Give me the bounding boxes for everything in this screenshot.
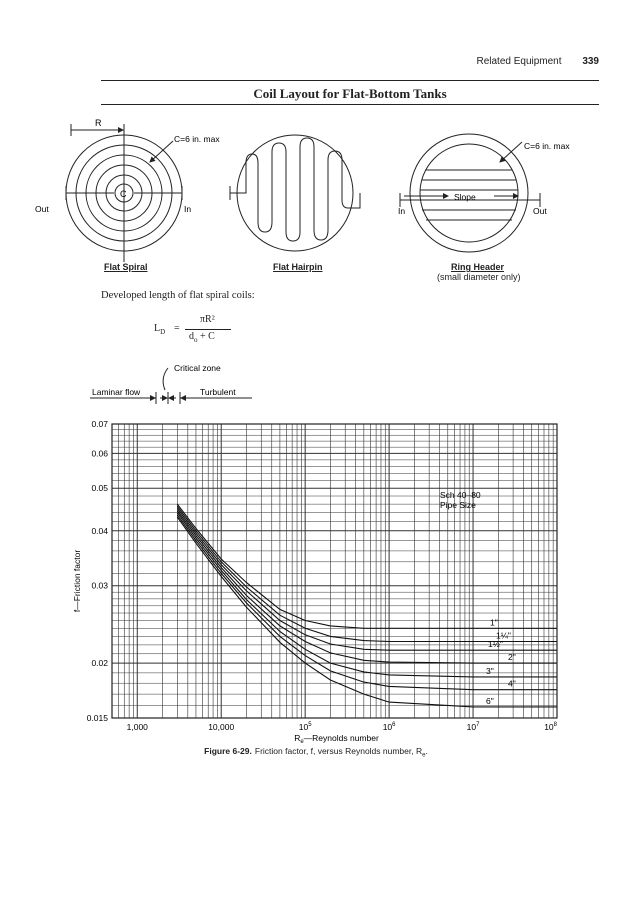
series-label-1: 1¼"	[496, 630, 511, 641]
series-line-0	[177, 504, 557, 628]
y-tick-label: 0.04	[91, 525, 108, 536]
chart-ticks	[87, 419, 558, 732]
slope-label: Slope	[454, 192, 476, 202]
ring-header-name: Ring Header	[451, 262, 505, 272]
critical-zone-label: Critical zone	[174, 363, 221, 373]
series-label-0: 1"	[490, 617, 498, 628]
chart-curves	[177, 504, 557, 707]
flow-zones	[0, 358, 632, 408]
spiral-out-label: Out	[35, 204, 49, 214]
y-tick-label: 0.03	[91, 580, 108, 591]
spiral-in-label: In	[184, 204, 192, 214]
chart-labels	[486, 617, 516, 706]
radius-label: R	[95, 118, 102, 128]
friction-factor-chart	[0, 410, 632, 745]
formula-lhs: $L_D$	[154, 323, 166, 336]
x-tick-label: $10^8$	[544, 722, 557, 732]
pipe-size-annotation-line2: Pipe Size	[440, 500, 476, 511]
page-title: Coil Layout for Flat-Bottom Tanks	[253, 86, 447, 101]
ring-header-note: (small diameter only)	[437, 272, 521, 282]
series-label-2: 1½"	[488, 639, 503, 650]
formula-numerator: πR²	[200, 314, 215, 325]
x-tick-label: $10^6$	[382, 722, 396, 732]
spiral-center-label: C	[120, 189, 127, 199]
x-axis-label: $R_e—Reynolds$ number	[294, 733, 379, 745]
section-title: Related Equipment	[476, 56, 562, 67]
title-rule	[101, 104, 599, 105]
caption-label: Figure 6-29.	[204, 746, 252, 756]
turbulent-label: Turbulent	[200, 387, 236, 397]
spiral-clearance-label: C=6 in. max	[174, 134, 220, 144]
series-label-5: 4"	[508, 678, 516, 689]
running-header	[476, 56, 599, 67]
series-label-6: 6"	[486, 695, 494, 706]
series-label-4: 3"	[486, 665, 494, 676]
y-tick-label: 0.06	[91, 448, 108, 459]
flat-hairpin-coil	[230, 135, 360, 251]
series-line-6	[177, 517, 557, 707]
pipe-size-annotation-line1: Sch 40–80	[440, 490, 481, 501]
y-tick-label: 0.05	[91, 483, 108, 494]
coil-layout-diagram	[0, 110, 632, 400]
figure-caption: Figure 6-29. Friction factor, f, versus Reynolds number, $R_e$.	[204, 746, 428, 759]
header-rule	[101, 80, 599, 81]
x-tick-label: 10,000	[208, 722, 235, 732]
series-line-1	[177, 506, 557, 641]
ring-clearance-label: C=6 in. max	[524, 141, 570, 151]
y-tick-label: 0.07	[91, 419, 108, 429]
y-tick-label: 0.02	[91, 658, 108, 669]
ring-in-label: In	[398, 206, 406, 216]
caption-text: Friction factor, f, versus Reynolds number, R	[254, 746, 423, 756]
page-number: 339	[582, 56, 599, 67]
ring-out-label: Out	[533, 206, 547, 216]
x-tick-label: 1,000	[126, 722, 148, 732]
laminar-flow-label: Laminar flow	[92, 387, 141, 397]
y-axis-label: f—Friction factor	[72, 549, 82, 613]
x-tick-label: $10^7$	[466, 722, 480, 732]
series-line-4	[177, 513, 557, 677]
flat-hairpin-name: Flat Hairpin	[273, 262, 323, 272]
formula-denominator: $d_o + C$	[189, 331, 215, 344]
formula-intro: Developed length of flat spiral coils:	[101, 290, 255, 301]
series-label-3: 2"	[508, 652, 516, 663]
y-tick-label: 0.015	[86, 713, 108, 723]
series-line-2	[177, 508, 557, 650]
formula-equals: =	[174, 323, 180, 334]
formula	[154, 314, 264, 346]
flat-spiral-name: Flat Spiral	[104, 262, 148, 272]
x-tick-label: $10^5$	[298, 722, 312, 732]
